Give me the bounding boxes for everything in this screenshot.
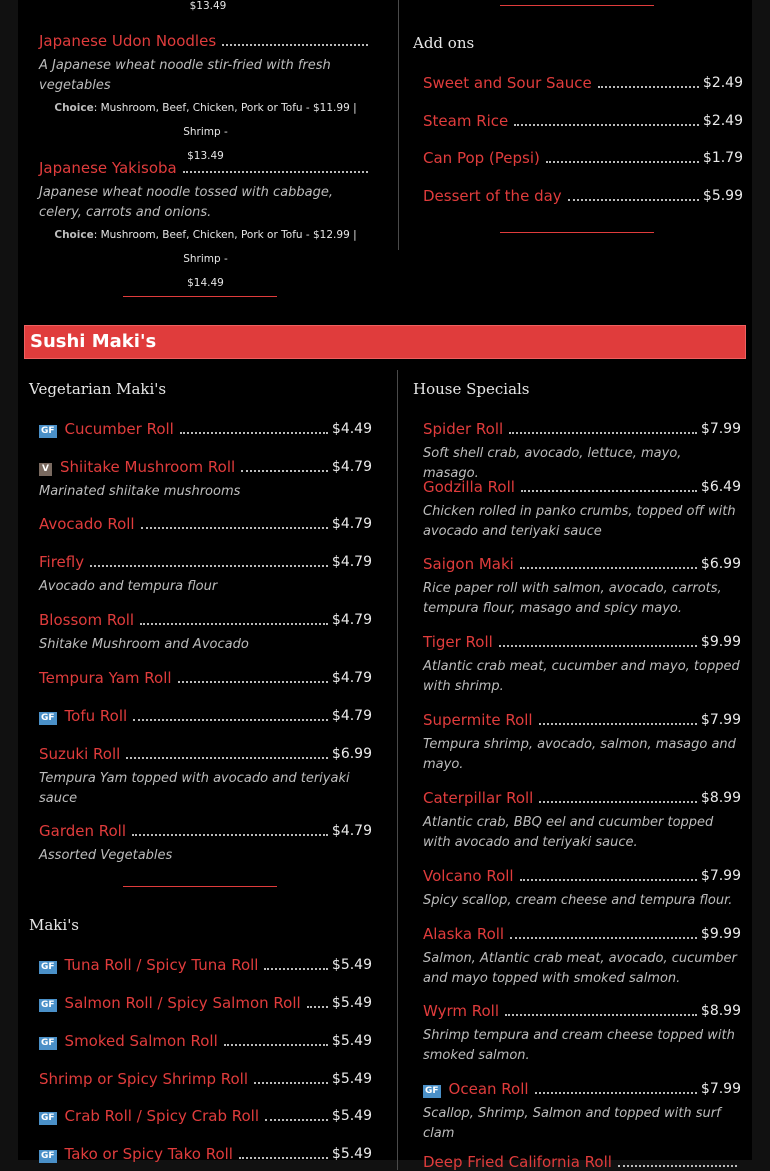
item-description: Rice paper roll with salmon, avocado, carrots, tempura flour, masago and spicy mayo. <box>423 581 722 616</box>
item-description: A Japanese wheat noodle stir-fried with fresh vegetables <box>39 58 331 93</box>
item-choice: Choice: Mushroom, Beef, Chicken, Pork or Tofu - $12.99 | Shrimp - <box>54 229 357 265</box>
menu-item[interactable] <box>39 952 372 974</box>
item-description: Shrimp tempura and cream cheese topped with smoked salmon. <box>423 1028 735 1063</box>
item-price: $4.79 <box>331 708 372 724</box>
menu-item[interactable] <box>39 1066 372 1088</box>
item-price: $8.99 <box>700 1003 741 1019</box>
item-choice-tail: $13.49 <box>187 150 224 162</box>
item-choice-tail: $14.49 <box>187 277 224 289</box>
item-name: Supermite Roll <box>423 711 533 729</box>
gluten-free-badge: GF <box>41 962 55 972</box>
item-description: Japanese wheat noodle tossed with cabbage, celery, carrots and onions. <box>39 185 334 220</box>
menu-item[interactable] <box>423 183 743 205</box>
menu-item[interactable] <box>39 454 372 502</box>
section-title: Sushi Maki's <box>30 331 157 352</box>
gluten-free-badge: GF <box>41 1000 55 1010</box>
section-divider <box>500 5 654 6</box>
house-specials-title: House Specials <box>413 380 530 398</box>
makis-title: Maki's <box>29 916 80 934</box>
leader-dots <box>499 645 697 647</box>
menu-item[interactable] <box>423 108 743 130</box>
leader-dots <box>598 86 699 88</box>
gluten-free-badge: GF <box>425 1086 439 1096</box>
item-name: Garden Roll <box>39 822 127 840</box>
item-price: $5.49 <box>331 1033 372 1049</box>
menu-page <box>18 0 752 1171</box>
item-price: $1.79 <box>702 150 743 166</box>
menu-item[interactable] <box>423 70 743 92</box>
gluten-free-badge: GF <box>41 1113 55 1123</box>
section-banner <box>24 325 746 359</box>
item-price: $4.79 <box>331 554 372 570</box>
item-description: Soft shell crab, avocado, lettuce, mayo, masago. <box>423 446 682 481</box>
price-tail: $13.49 <box>189 0 227 12</box>
leader-dots <box>546 161 699 163</box>
item-price: $4.79 <box>331 612 372 628</box>
leader-dots <box>183 171 368 173</box>
item-name: Cucumber Roll <box>64 420 174 438</box>
item-description: Marinated shiitake mushrooms <box>39 484 241 499</box>
item-price: $7.99 <box>700 712 741 728</box>
menu-item[interactable] <box>39 607 372 655</box>
section-divider <box>123 296 277 297</box>
item-name: Ocean Roll <box>448 1080 529 1098</box>
item-price: $5.49 <box>331 995 372 1011</box>
menu-item[interactable] <box>39 741 372 809</box>
leader-dots <box>140 623 328 625</box>
leader-dots <box>264 968 327 970</box>
add-ons-title: Add ons <box>413 34 475 52</box>
item-description: Shitake Mushroom and Avocado <box>39 637 249 652</box>
vegetarian-title: Vegetarian Maki's <box>29 380 167 398</box>
menu-item[interactable] <box>39 511 372 533</box>
leader-dots <box>535 1092 697 1094</box>
item-price: $7.99 <box>700 868 741 884</box>
item-name: Spider Roll <box>423 420 504 438</box>
item-price: $4.79 <box>331 823 372 839</box>
leader-dots <box>132 834 328 836</box>
leader-dots <box>141 527 328 529</box>
leader-dots <box>568 199 699 201</box>
item-price: $4.79 <box>331 516 372 532</box>
menu-item[interactable] <box>39 1141 372 1163</box>
leader-dots <box>133 719 328 721</box>
leader-dots <box>126 757 328 759</box>
item-name: Smoked Salmon Roll <box>64 1032 218 1050</box>
leader-dots <box>180 432 328 434</box>
leader-dots <box>520 567 697 569</box>
vegan-badge: V <box>39 463 52 476</box>
item-price: $9.99 <box>700 634 741 650</box>
item-name: Firefly <box>39 553 85 571</box>
item-name: Tako or Spicy Tako Roll <box>64 1145 233 1163</box>
item-name: Blossom Roll <box>39 611 135 629</box>
menu-item[interactable] <box>423 1076 741 1144</box>
menu-item[interactable] <box>423 629 741 697</box>
item-name: Alaska Roll <box>423 925 505 943</box>
menu-item[interactable] <box>423 551 741 619</box>
item-price: $6.99 <box>700 556 741 572</box>
item-name: Volcano Roll <box>423 867 514 885</box>
column-divider <box>397 370 398 1170</box>
menu-item[interactable] <box>39 549 372 597</box>
item-price: $4.49 <box>331 421 372 437</box>
leader-dots <box>618 1165 737 1167</box>
menu-item[interactable] <box>423 863 741 911</box>
menu-item[interactable] <box>423 998 741 1066</box>
item-name: Japanese Yakisoba <box>39 159 177 177</box>
item-name: Deep Fried California Roll <box>423 1153 612 1171</box>
item-name: Shrimp or Spicy Shrimp Roll <box>39 1070 249 1088</box>
menu-item[interactable] <box>423 145 743 167</box>
item-name: Suzuki Roll <box>39 745 121 763</box>
item-description: Scallop, Shrimp, Salmon and topped with surf clam <box>423 1106 721 1141</box>
item-description: Avocado and tempura flour <box>39 579 218 594</box>
leader-dots <box>224 1044 328 1046</box>
menu-item[interactable] <box>39 159 372 295</box>
item-name: Dessert of the day <box>423 187 562 205</box>
item-name: Wyrm Roll <box>423 1002 499 1020</box>
menu-item[interactable] <box>39 1103 372 1125</box>
menu-item[interactable] <box>39 818 372 866</box>
item-description: Atlantic crab meat, cucumber and mayo, topped with shrimp. <box>423 659 740 694</box>
item-name: Tempura Yam Roll <box>39 669 172 687</box>
item-name: Saigon Maki <box>423 555 514 573</box>
section-divider <box>123 886 277 887</box>
leader-dots <box>265 1119 328 1121</box>
item-description: Tempura Yam topped with avocado and teriyaki sauce <box>39 771 350 806</box>
menu-item[interactable] <box>39 32 372 168</box>
menu-item[interactable] <box>39 1028 372 1050</box>
gluten-free-badge: GF <box>41 713 55 723</box>
menu-item[interactable] <box>423 785 741 853</box>
item-description: Assorted Vegetables <box>39 848 173 863</box>
menu-item[interactable] <box>423 707 741 775</box>
leader-dots <box>539 723 697 725</box>
add-ons-column <box>398 0 752 250</box>
item-price: $5.49 <box>331 957 372 973</box>
item-price: $5.49 <box>331 1108 372 1124</box>
item-price: $6.99 <box>331 746 372 762</box>
leader-dots <box>509 432 697 434</box>
item-name: Tiger Roll <box>423 633 493 651</box>
menu-item[interactable] <box>39 665 372 687</box>
item-name: Crab Roll / Spicy Crab Roll <box>64 1107 260 1125</box>
leader-dots <box>254 1082 328 1084</box>
leader-dots <box>241 470 328 472</box>
item-price: $2.49 <box>702 113 743 129</box>
menu-item[interactable] <box>39 703 372 725</box>
item-name: Sweet and Sour Sauce <box>423 74 592 92</box>
leader-dots <box>239 1157 328 1159</box>
item-name: Can Pop (Pepsi) <box>423 149 540 167</box>
leader-dots <box>178 681 328 683</box>
item-price: $7.99 <box>700 1081 741 1097</box>
item-choice: Choice: Mushroom, Beef, Chicken, Pork or Tofu - $11.99 | Shrimp - <box>54 102 357 138</box>
leader-dots <box>505 1014 697 1016</box>
menu-item[interactable] <box>423 921 741 989</box>
item-name: Godzilla Roll <box>423 478 515 496</box>
item-price: $5.49 <box>331 1146 372 1162</box>
leader-dots <box>510 937 697 939</box>
item-price: $5.49 <box>331 1071 372 1087</box>
item-price: $6.49 <box>700 479 741 495</box>
menu-item[interactable] <box>423 1153 741 1171</box>
gluten-free-badge: GF <box>41 1038 55 1048</box>
gluten-free-badge: GF <box>41 426 55 436</box>
leader-dots <box>222 44 368 46</box>
gluten-free-badge: GF <box>41 1151 55 1161</box>
leader-dots <box>539 801 697 803</box>
item-price: $4.79 <box>331 459 372 475</box>
item-price: $8.99 <box>700 790 741 806</box>
item-price: $7.99 <box>700 421 741 437</box>
item-name: Shiitake Mushroom Roll <box>59 458 236 476</box>
item-price: $4.79 <box>331 670 372 686</box>
item-name: Steam Rice <box>423 112 509 130</box>
leader-dots <box>514 124 699 126</box>
item-description: Tempura shrimp, avocado, salmon, masago and mayo. <box>423 737 736 772</box>
section-divider <box>500 232 654 233</box>
item-price: $2.49 <box>702 75 743 91</box>
leader-dots <box>521 490 697 492</box>
leader-dots <box>307 1006 328 1008</box>
menu-item[interactable] <box>39 990 372 1012</box>
item-name: Japanese Udon Noodles <box>39 32 217 50</box>
item-description: Chicken rolled in panko crumbs, topped off with avocado and teriyaki sauce <box>423 504 736 539</box>
item-name: Tuna Roll / Spicy Tuna Roll <box>64 956 259 974</box>
menu-item[interactable] <box>423 474 741 542</box>
item-name: Caterpillar Roll <box>423 789 534 807</box>
leader-dots <box>520 879 697 881</box>
item-name: Salmon Roll / Spicy Salmon Roll <box>64 994 301 1012</box>
item-description: Salmon, Atlantic crab meat, avocado, cucumber and mayo topped with smoked salmon. <box>423 951 737 986</box>
item-price: $5.99 <box>702 188 743 204</box>
item-name: Avocado Roll <box>39 515 135 533</box>
item-description: Spicy scallop, cream cheese and tempura flour. <box>423 893 733 908</box>
menu-item[interactable] <box>39 416 372 438</box>
leader-dots <box>90 565 328 567</box>
item-price: $9.99 <box>700 926 741 942</box>
item-name: Tofu Roll <box>64 707 128 725</box>
item-description: Atlantic crab, BBQ eel and cucumber topped with avocado and teriyaki sauce. <box>423 815 714 850</box>
